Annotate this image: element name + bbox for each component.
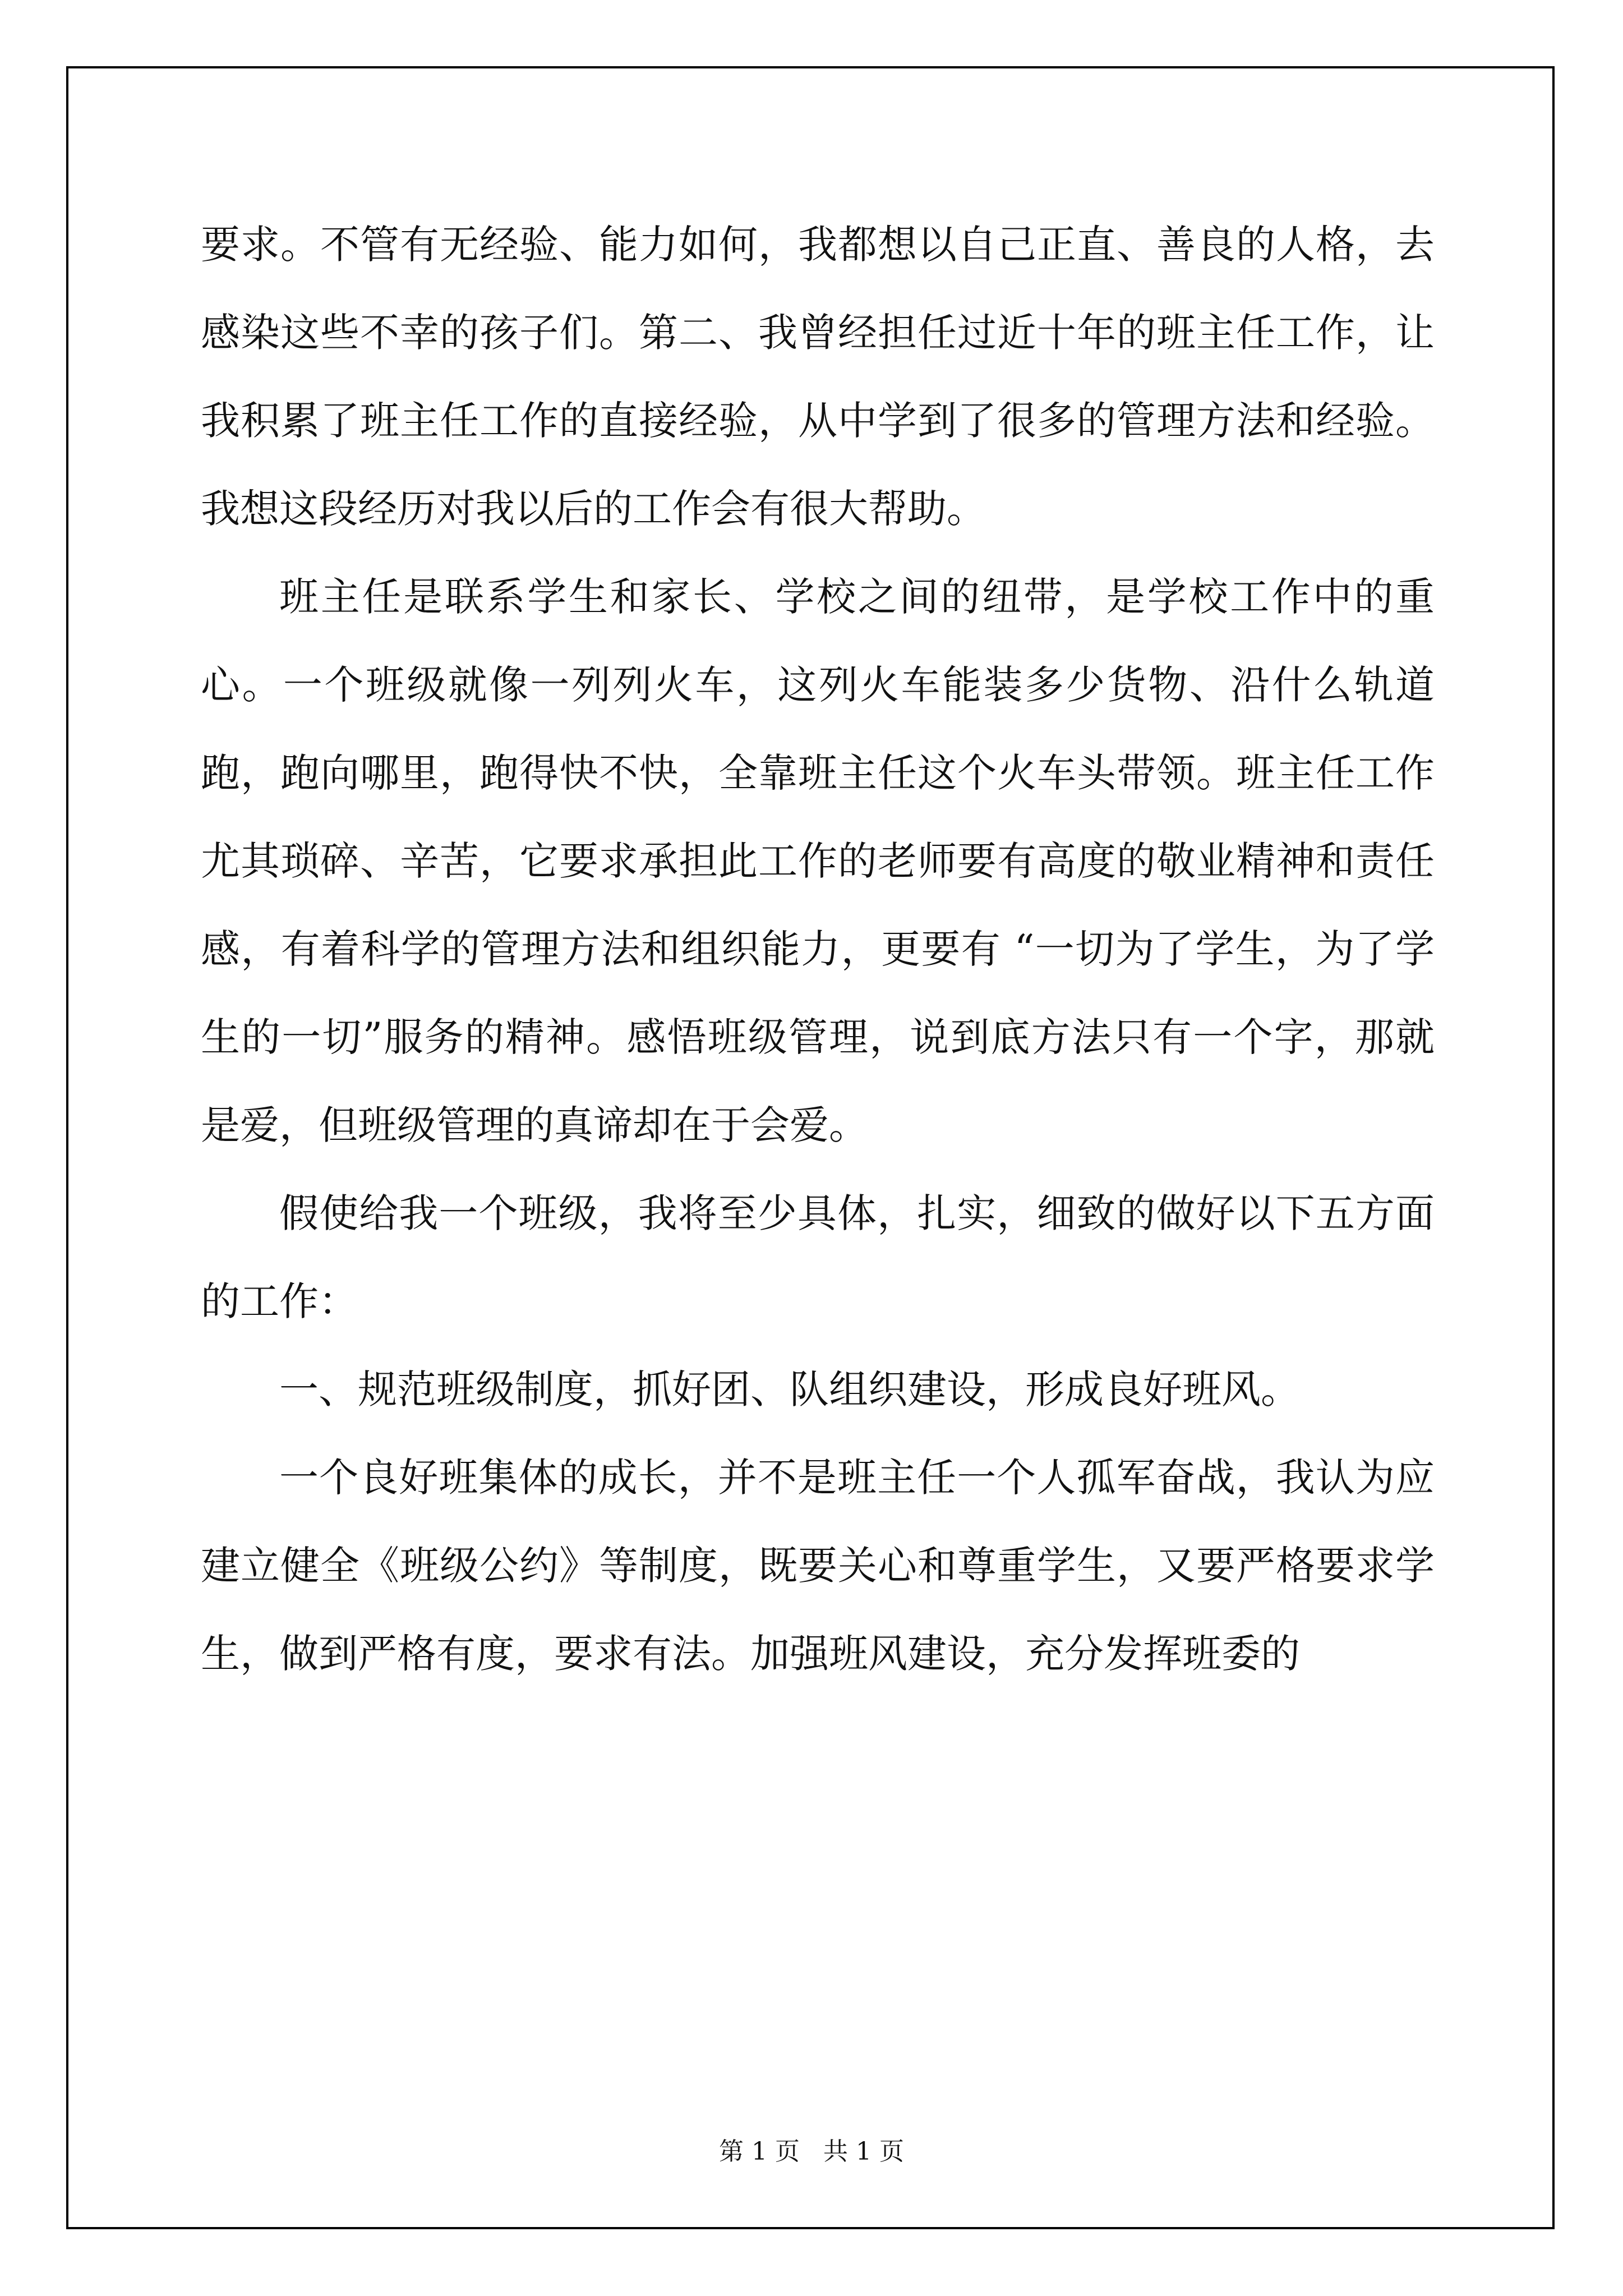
document-body xyxy=(201,201,1435,1698)
paragraph-2: 班主任是联系学生和家长、学校之间的纽带，是学校工作中的重心。一个班级就像一列列火车，这列火车能装多少货物、沿什么轨道跑，跑向哪里，跑得快不快，全靠班主任这个火车头带领。班主任工作尤其琐碎、辛苦，它要求承担此工作的老师要有高度的敬业精神和责任感，有着科学的管理方法和组织能力，更要有 “一切为了学生，为了学生的一切”服务的精神。感悟班级管理，说到底方法只有一个字，那就是爱，但班级管理的真谛却在于会爱。 xyxy=(201,574,1435,1148)
paragraph-3: 假使给我一个班级，我将至少具体，扎实，细致的做好以下五方面的工作： xyxy=(201,1190,1435,1324)
page-number-footer: 第 1 页 共 1 页 xyxy=(719,2137,904,2166)
paragraph-1: 要求。不管有无经验、能力如何，我都想以自己正直、善良的人格，去感染这些不幸的孩子们。第二、我曾经担任过近十年的班主任工作，让我积累了班主任工作的直接经验，从中学到了很多的管理方法和经验。我想这段经历对我以后的工作会有很大帮助。 xyxy=(201,222,1435,532)
paragraph-4: 一、规范班级制度，抓好团、队组织建设，形成良好班风。 xyxy=(279,1366,1300,1412)
paragraph-5: 一个良好班集体的成长，并不是班主任一个人孤军奋战，我认为应建立健全《班级公约》等制度，既要关心和尊重学生，又要严格要求学生，做到严格有度，要求有法。加强班风建设，充分发挥班委的 xyxy=(201,1455,1435,1677)
